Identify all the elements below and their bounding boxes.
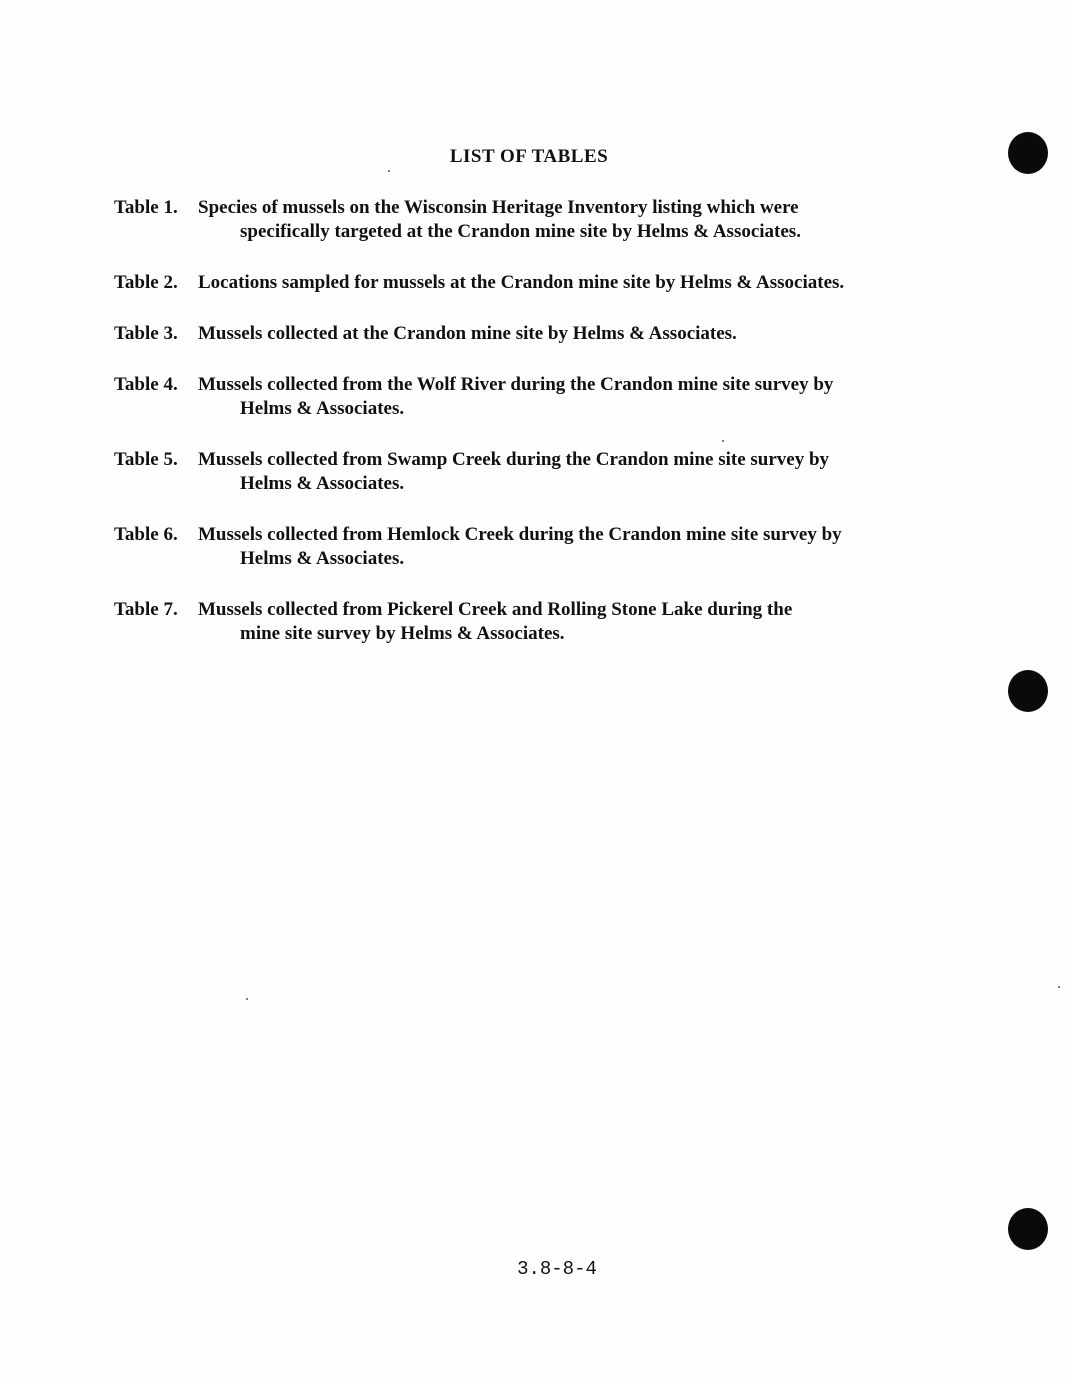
caption-line: Mussels collected from Swamp Creek during the Crandon mine site survey by: [198, 449, 830, 470]
entry-label: Table 2.: [114, 272, 178, 293]
scan-speck: [1058, 986, 1060, 988]
list-item: [114, 196, 934, 244]
punch-hole-top: [1008, 132, 1048, 174]
list-item: [114, 598, 934, 646]
entry-label: Table 7.: [114, 599, 178, 620]
scan-speck: [388, 170, 390, 172]
table-list: [114, 196, 934, 673]
list-item: [114, 322, 934, 346]
entry-label: Table 4.: [114, 374, 178, 395]
punch-hole-bottom: [1008, 1208, 1048, 1250]
entry-caption: [198, 196, 934, 244]
page-number: 3.8-8-4: [517, 1258, 597, 1280]
entry-label: Table 5.: [114, 449, 178, 470]
entry-caption: [198, 598, 934, 646]
entry-label: Table 3.: [114, 323, 178, 344]
list-item: [114, 523, 934, 571]
caption-line: Species of mussels on the Wisconsin Heritage Inventory listing which were: [198, 197, 799, 218]
page-title: LIST OF TABLES: [449, 146, 609, 167]
caption-line: Helms & Associates.: [240, 398, 405, 419]
entry-label: Table 1.: [114, 197, 178, 218]
caption-line: mine site survey by Helms & Associates.: [240, 623, 565, 644]
caption-line: Mussels collected from the Wolf River during the Crandon mine site survey by: [198, 374, 834, 395]
caption-line: Locations sampled for mussels at the Crandon mine site by Helms & Associates.: [198, 272, 845, 293]
entry-caption: [198, 448, 934, 496]
entry-caption: [198, 523, 934, 571]
entry-label: Table 6.: [114, 524, 178, 545]
caption-line: Helms & Associates.: [240, 473, 405, 494]
scan-speck: [722, 440, 724, 442]
caption-line: Mussels collected at the Crandon mine site by Helms & Associates.: [198, 323, 737, 344]
caption-line: Mussels collected from Hemlock Creek during the Crandon mine site survey by: [198, 524, 842, 545]
list-item: [114, 271, 934, 295]
entry-caption: [198, 373, 934, 421]
caption-line: Mussels collected from Pickerel Creek and Rolling Stone Lake during the: [198, 599, 793, 620]
scan-speck: [246, 998, 248, 1000]
list-item: [114, 373, 934, 421]
caption-line: specifically targeted at the Crandon mine site by Helms & Associates.: [240, 221, 801, 242]
entry-caption: [198, 322, 934, 346]
list-item: [114, 448, 934, 496]
punch-hole-middle: [1008, 670, 1048, 712]
caption-line: Helms & Associates.: [240, 548, 405, 569]
entry-caption: [198, 271, 934, 295]
